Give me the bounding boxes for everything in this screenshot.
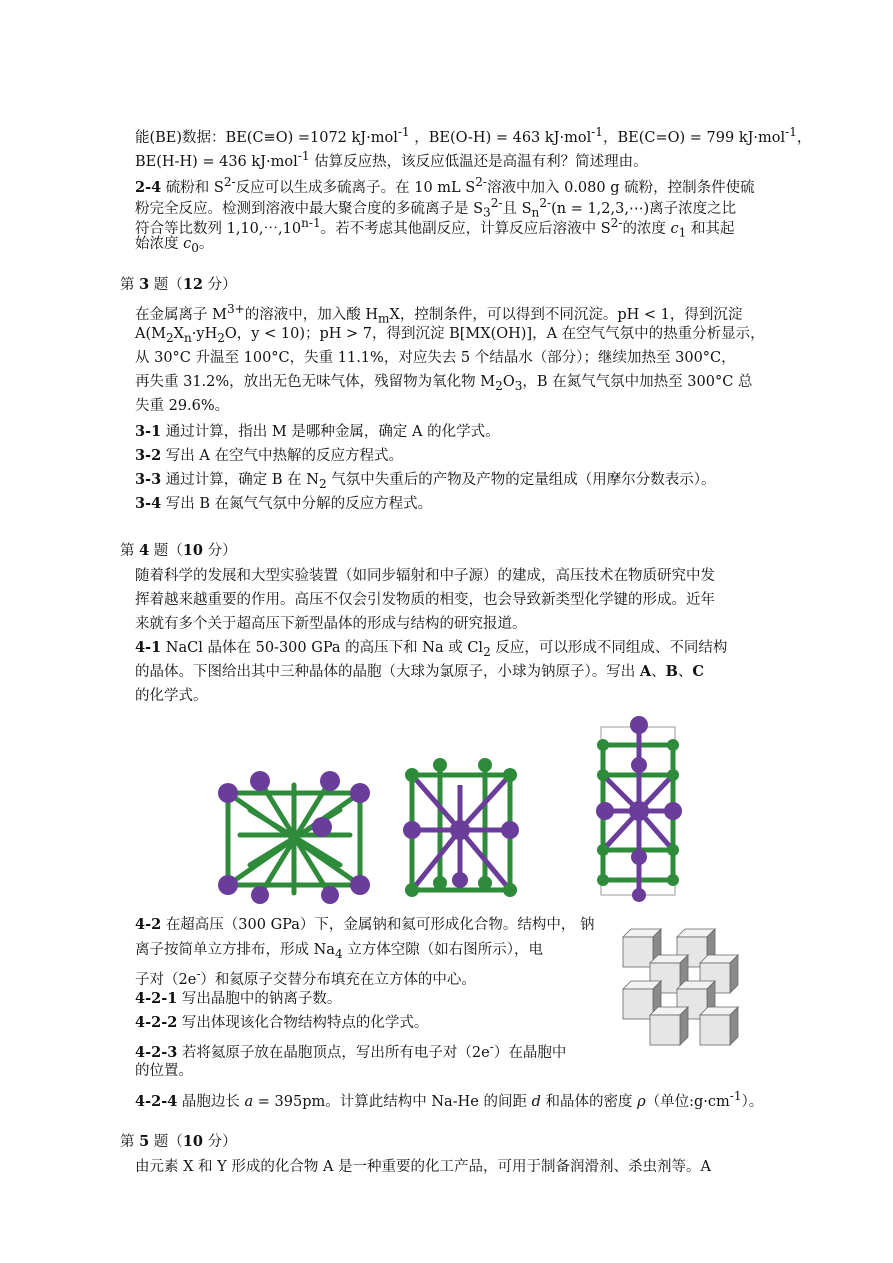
question-4-1: 4-1 NaCl 晶体在 50-300 GPa 的高压下和 Na 或 $Cl_2$ 反应，可以形成不同组成、不同结构	[135, 639, 728, 659]
question-4-2-2: 4-2-2 写出体现该化合物结构特点的化学式。	[135, 1014, 429, 1031]
question-4-2-3: 4-2-3 若将氦原子放在晶胞顶点，写出所有电子对（2e-）在晶胞中	[135, 1040, 567, 1061]
text-line: 的晶体。下图给出其中三种晶体的晶胞（大球为氯原子，小球为钠原子）。写出 A、B、C	[135, 663, 704, 680]
text-line: 始浓度 $c_0$。	[135, 236, 214, 255]
text-line: 2-4 硫粉和 $S^{2-}$反应可以生成多硫离子。在 10 mL $S^{2-}$溶液中加入 0.080 g 硫粉，控制条件使硫	[135, 175, 755, 196]
text-line: $A(M_2X_n\cdot yH_2O$，y < 10)；pH > 7，得到沉淀 B[MX(OH)]，A 在空气气氛中的热重分析显示，	[135, 326, 765, 345]
crystal-structure-c	[595, 715, 685, 905]
question-3-1: 3-1 通过计算，指出 M 是哪种金属，确定 A 的化学式。	[135, 423, 500, 440]
cube-stack-diagram	[615, 925, 740, 1050]
question-4-2: 4-2 在超高压（300 GPa）下，金属钠和氦可形成化合物。结构中， 钠	[135, 916, 595, 933]
text-line: 能(BE)数据：BE(C≡O) =1072 kJ·mol$^{-1}$ ，BE(O-H) = 463 kJ·mol$^{-1}$，BE(C=O) = 799 kJ·mol$^{-1}$，	[135, 125, 812, 146]
question-4-2-1: 4-2-1 写出晶胞中的钠离子数。	[135, 990, 342, 1007]
text-line: 离子按简单立方排布，形成 $Na_4$ 立方体空隙（如右图所示），电	[135, 942, 543, 961]
text-line: 挥着越来越重要的作用。高压不仅会引发物质的相变，也会导致新类型化学键的形成。近年	[135, 592, 715, 608]
text-line: 由元素 X 和 Y 形成的化合物 A 是一种重要的化工产品，可用于制备润滑剂、杀虫剂等。A	[135, 1159, 711, 1175]
section-heading-5: 第 5 题（10 分）	[120, 1133, 237, 1150]
text-line: 的位置。	[135, 1063, 193, 1079]
text-line: 的化学式。	[135, 688, 208, 704]
text-line: 失重 29.6%。	[135, 398, 230, 414]
text-line: 符合等比数列 1,10,⋯,10$^{n-1}$。若不考虑其他副反应，计算反应后溶液中 $S^{2-}$的浓度 $c_1$ 和其起	[135, 216, 735, 240]
section-heading-3: 第 3 题（12 分）	[120, 276, 237, 293]
text-line: 从 30°C 升温至 100°C，失重 11.1%，对应失去 5 个结晶水（部分）；继续加热至 300°C，	[135, 350, 736, 366]
text-line: 随着科学的发展和大型实验装置（如同步辐射和中子源）的建成，高压技术在物质研究中发	[135, 568, 715, 584]
text-line: 子对（2e-）和氦原子交替分布填充在立方体的中心。	[135, 967, 476, 988]
question-3-3: 3-3 通过计算，确定 B 在 $N_2$ 气氛中失重后的产物及产物的定量组成（用摩尔分数表示）。	[135, 471, 716, 491]
crystal-structure-b	[400, 755, 525, 905]
section-heading-4: 第 4 题（10 分）	[120, 542, 237, 559]
question-3-4: 3-4 写出 B 在氮气气氛中分解的反应方程式。	[135, 495, 433, 512]
question-3-2: 3-2 写出 A 在空气中热解的反应方程式。	[135, 447, 404, 464]
crystal-structure-a	[210, 765, 380, 905]
text-line: 粉完全反应。检测到溶液中最大聚合度的多硫离子是 $S_3^{2-}$且 $S_n^{2-}(n$ = 1,2,3,⋯)离子浓度之比	[135, 196, 737, 220]
text-line: 再失重 31.2%，放出无色无味气体，残留物为氧化物 $M_2O_3$，B 在氮气气氛中加热至 300°C 总	[135, 374, 753, 393]
text-line: BE(H-H) = 436 kJ·mol$^{-1}$ 估算反应热，该反应低温还是高温有利？简述理由。	[135, 149, 648, 170]
text-line: 在金属离子 $M^{3+}$的溶液中，加入酸 $H_mX$，控制条件，可以得到不同沉淀。pH < 1，得到沉淀	[135, 302, 743, 326]
text-line: 来就有多个关于超高压下新型晶体的形成与结构的研究报道。	[135, 616, 527, 632]
question-4-2-4: 4-2-4 晶胞边长 a = 395pm。计算此结构中 Na-He 的间距 d 和晶体的密度 ρ（单位$:g\cdot cm^{-1}$）。	[135, 1089, 764, 1110]
